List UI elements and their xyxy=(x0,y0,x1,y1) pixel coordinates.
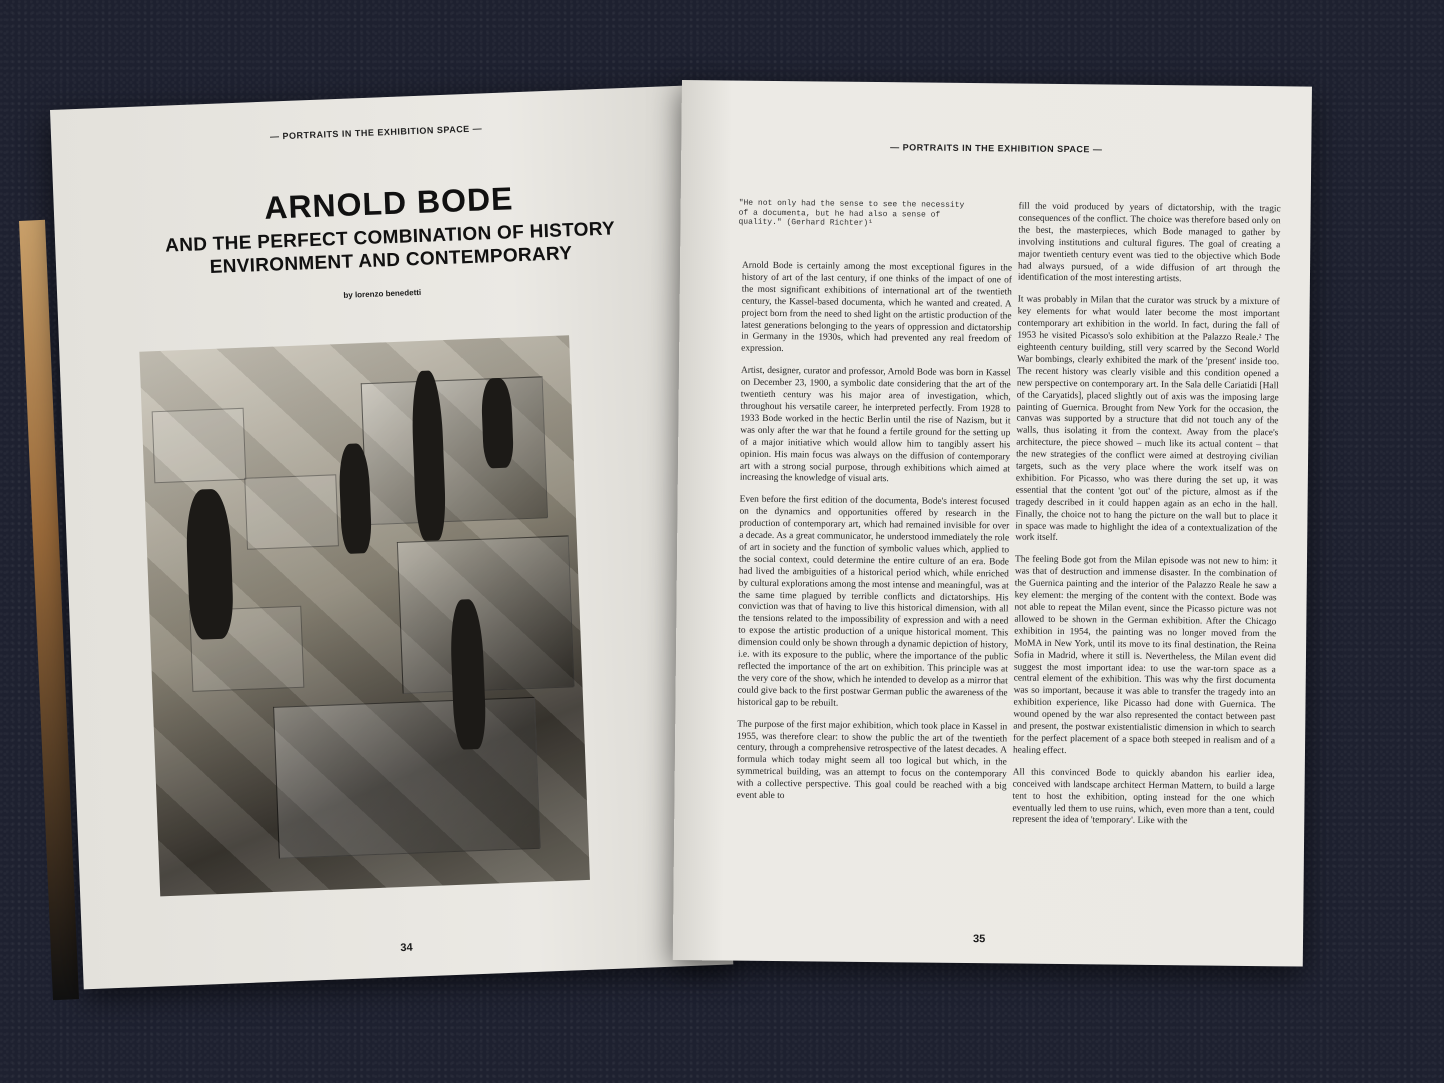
photo-mirror-pane xyxy=(273,697,541,859)
article-title: ARNOLD BODE xyxy=(263,180,515,226)
paragraph: The purpose of the first major exhibition, which took place in Kassel in 1955, was therefore clear: to show the public the art of the twentieth century, through a comprehensive retrospective of the latest decades. A formula which today might seem all too logical but which, in the symmetrical building, was an attempt to focus on the contemporary with a collective perspective. This goal could be reached with a big event able to xyxy=(736,719,1008,802)
paragraph: Arnold Bode is certainly among the most exceptional figures in the history of art of the last century, if one thinks of the impact of one of the most significant exhibitions of international art of the twentieth century, the Kassel-based documenta, which he wanted and created. A project born from the need to shed light on the artistic production of the latest generations belonging to the years of oppression and dictatorship in Germany in the 1930s, which had prevented any real freedom of expression. xyxy=(741,260,1013,355)
paragraph: Even before the first edition of the documenta, Bode's interest focused on the dynamics and opportunities offered by research in the production of contemporary art, which had remained invisible for over a decade. As a great communicator, he understood immediately the role of art in society and the function of symbolic values which, applied to the social context, could determine the entire culture of an era. Bode had lived the ambiguities of a historical period which, while enriched by cultural explorations among the most intense and meaningful, was at the same time plagued by terrible conflicts and dictatorships. His conviction was that of having to live this historical dimension, with all the tensions related to the impossibility of expression and with a need to expose the artistic production of a unique historical moment. This dimension could only be shown through a dynamic depiction of history, i.e. with its exposure to the public, where the importance of the public reflected the importance of the art on exhibition. This principle was at the very core of the show, which he intended to develop as a mirror that could give back to the first postwar German public the awareness of the historical gap to be rebuilt. xyxy=(737,494,1010,709)
article-title-block xyxy=(113,175,666,283)
paragraph: The feeling Bode got from the Milan episode was not new to him: it was that of destruction and immense disaster. In the combination of the Guernica painting and the interior of the Palazzo Reale he saw a key element: the merging of the content with the context. Bode was not able to repeat the Milan event, since the Picasso picture was not allowed to be shown in the German exhibition. After the Chicago exhibition in 1954, the painting was no longer moved from the MoMA in New York, until its move to its final destination, the Reina Sofia in Madrid, where it still is. Nevertheless, the Milan event did suggest the most important idea: to use the war-torn space as a central element of the exhibition. This was why the first documenta was so important, because it was able to transfer the tragedy into an exhibition experience, like Picasso had done with Guernica. The wound opened by the war also represented the contact between past and present, the postwar existentialistic dimension in which to search for the perfect placement of a space both steeped in realism and of a healing effect. xyxy=(1012,554,1278,756)
byline: by lorenzo benedetti xyxy=(343,287,422,300)
photo-floor-tile xyxy=(152,408,247,483)
running-head-right: — PORTRAITS IN THE EXHIBITION SPACE — xyxy=(890,142,1103,155)
page-number-right: 35 xyxy=(972,933,986,946)
paragraph: All this convinced Bode to quickly abandon his earlier idea, conceived with landscape architect Herman Mattern, to build a large tent to host the exhibition, opting instead for the one which eventually led them to use ruins, which, even more than a tent, could represent the idea of 'temporary'. Like with the xyxy=(1012,767,1275,827)
article-subtitle: AND THE PERFECT COMBINATION OF HISTORY ENVIRONMENT AND CONTEMPORARY xyxy=(164,218,616,278)
page-number-left: 34 xyxy=(400,941,413,955)
left-page xyxy=(50,85,733,989)
paragraph: fill the void produced by years of dictatorship, with the tragic consequences of the conflict. The choice was therefore based only on the best, the masterpieces, which Bode managed to gather by involving institutions and cultural figures. The goal of creating a major twentieth century event was tied to the objective which Bode had always pursued, of a wide diffusion of art through the identification of the most interesting artists. xyxy=(1017,201,1281,285)
photo-person xyxy=(185,488,235,640)
running-head-left: — PORTRAITS IN THE EXHIBITION SPACE — xyxy=(269,123,483,142)
photo-mirror-pane xyxy=(361,376,548,525)
exhibition-photo xyxy=(139,335,590,896)
epigraph-quote: "He not only had the sense to see the necessity of a documenta, but he had also a sense of quality." (Gerhard Richter)¹ xyxy=(738,198,965,229)
right-page xyxy=(673,80,1312,967)
magazine-spread xyxy=(20,70,1320,990)
text-column-2 xyxy=(1012,202,1281,840)
text-column-1 xyxy=(736,261,1012,816)
paragraph: It was probably in Milan that the curator was struck by a mixture of key elements for what would later become the most important contemporary art exhibition in the world. In fact, during the fall of 1953 he visited Picasso's solo exhibition at the Palazzo Reale.² The eighteenth century building, still very scarred by the Second World War bombings, clearly exhibited the mark of the 'present' inside too. The recent history was clearly visible and this condition opened a new perspective on contemporary art. In the Sala delle Cariatidi [Hall of the Caryatids], placed slightly out of axis was the imposing large painting of Guernica. Brought from New York for the occasion, the canvas was supported by a structure that did not touch any of the walls, thus isolating it from the context. Away from the place's architecture, the piece showed – much like its actual content – that the new strategies of the conflict were aimed at destroying civilian targets, such as the very place where the work itself was on exhibition. For Picasso, who was there during the set up, it was essential that the content 'got out' of the picture, almost as if the tragedy described in it could happen again as an echo in the hall. Finally, the choice not to hang the picture on the wall but to place it in space was made to highlight the idea of a contextualization of the work itself. xyxy=(1015,294,1280,544)
photo-floor-tile xyxy=(244,474,339,549)
photo-mirror-pane xyxy=(397,535,575,693)
paragraph: Artist, designer, curator and professor, Arnold Bode was born in Kassel on December 23, 1900, a symbolic date considering that the art of the twentieth century was his major area of investigation, which, throughout his versatile career, he interpreted perfectly. From 1928 to 1933 Bode worked in the hectic Berlin until the rise of Nazism, but it was only after the war that he found a fertile ground for the setting up of a major initiative which would allow him to tangibly assert his opinion. His main focus was always on the diffusion of contemporary art with a strong social purpose, through exhibitions which aimed at increasing the knowledge of visual arts. xyxy=(739,365,1011,485)
